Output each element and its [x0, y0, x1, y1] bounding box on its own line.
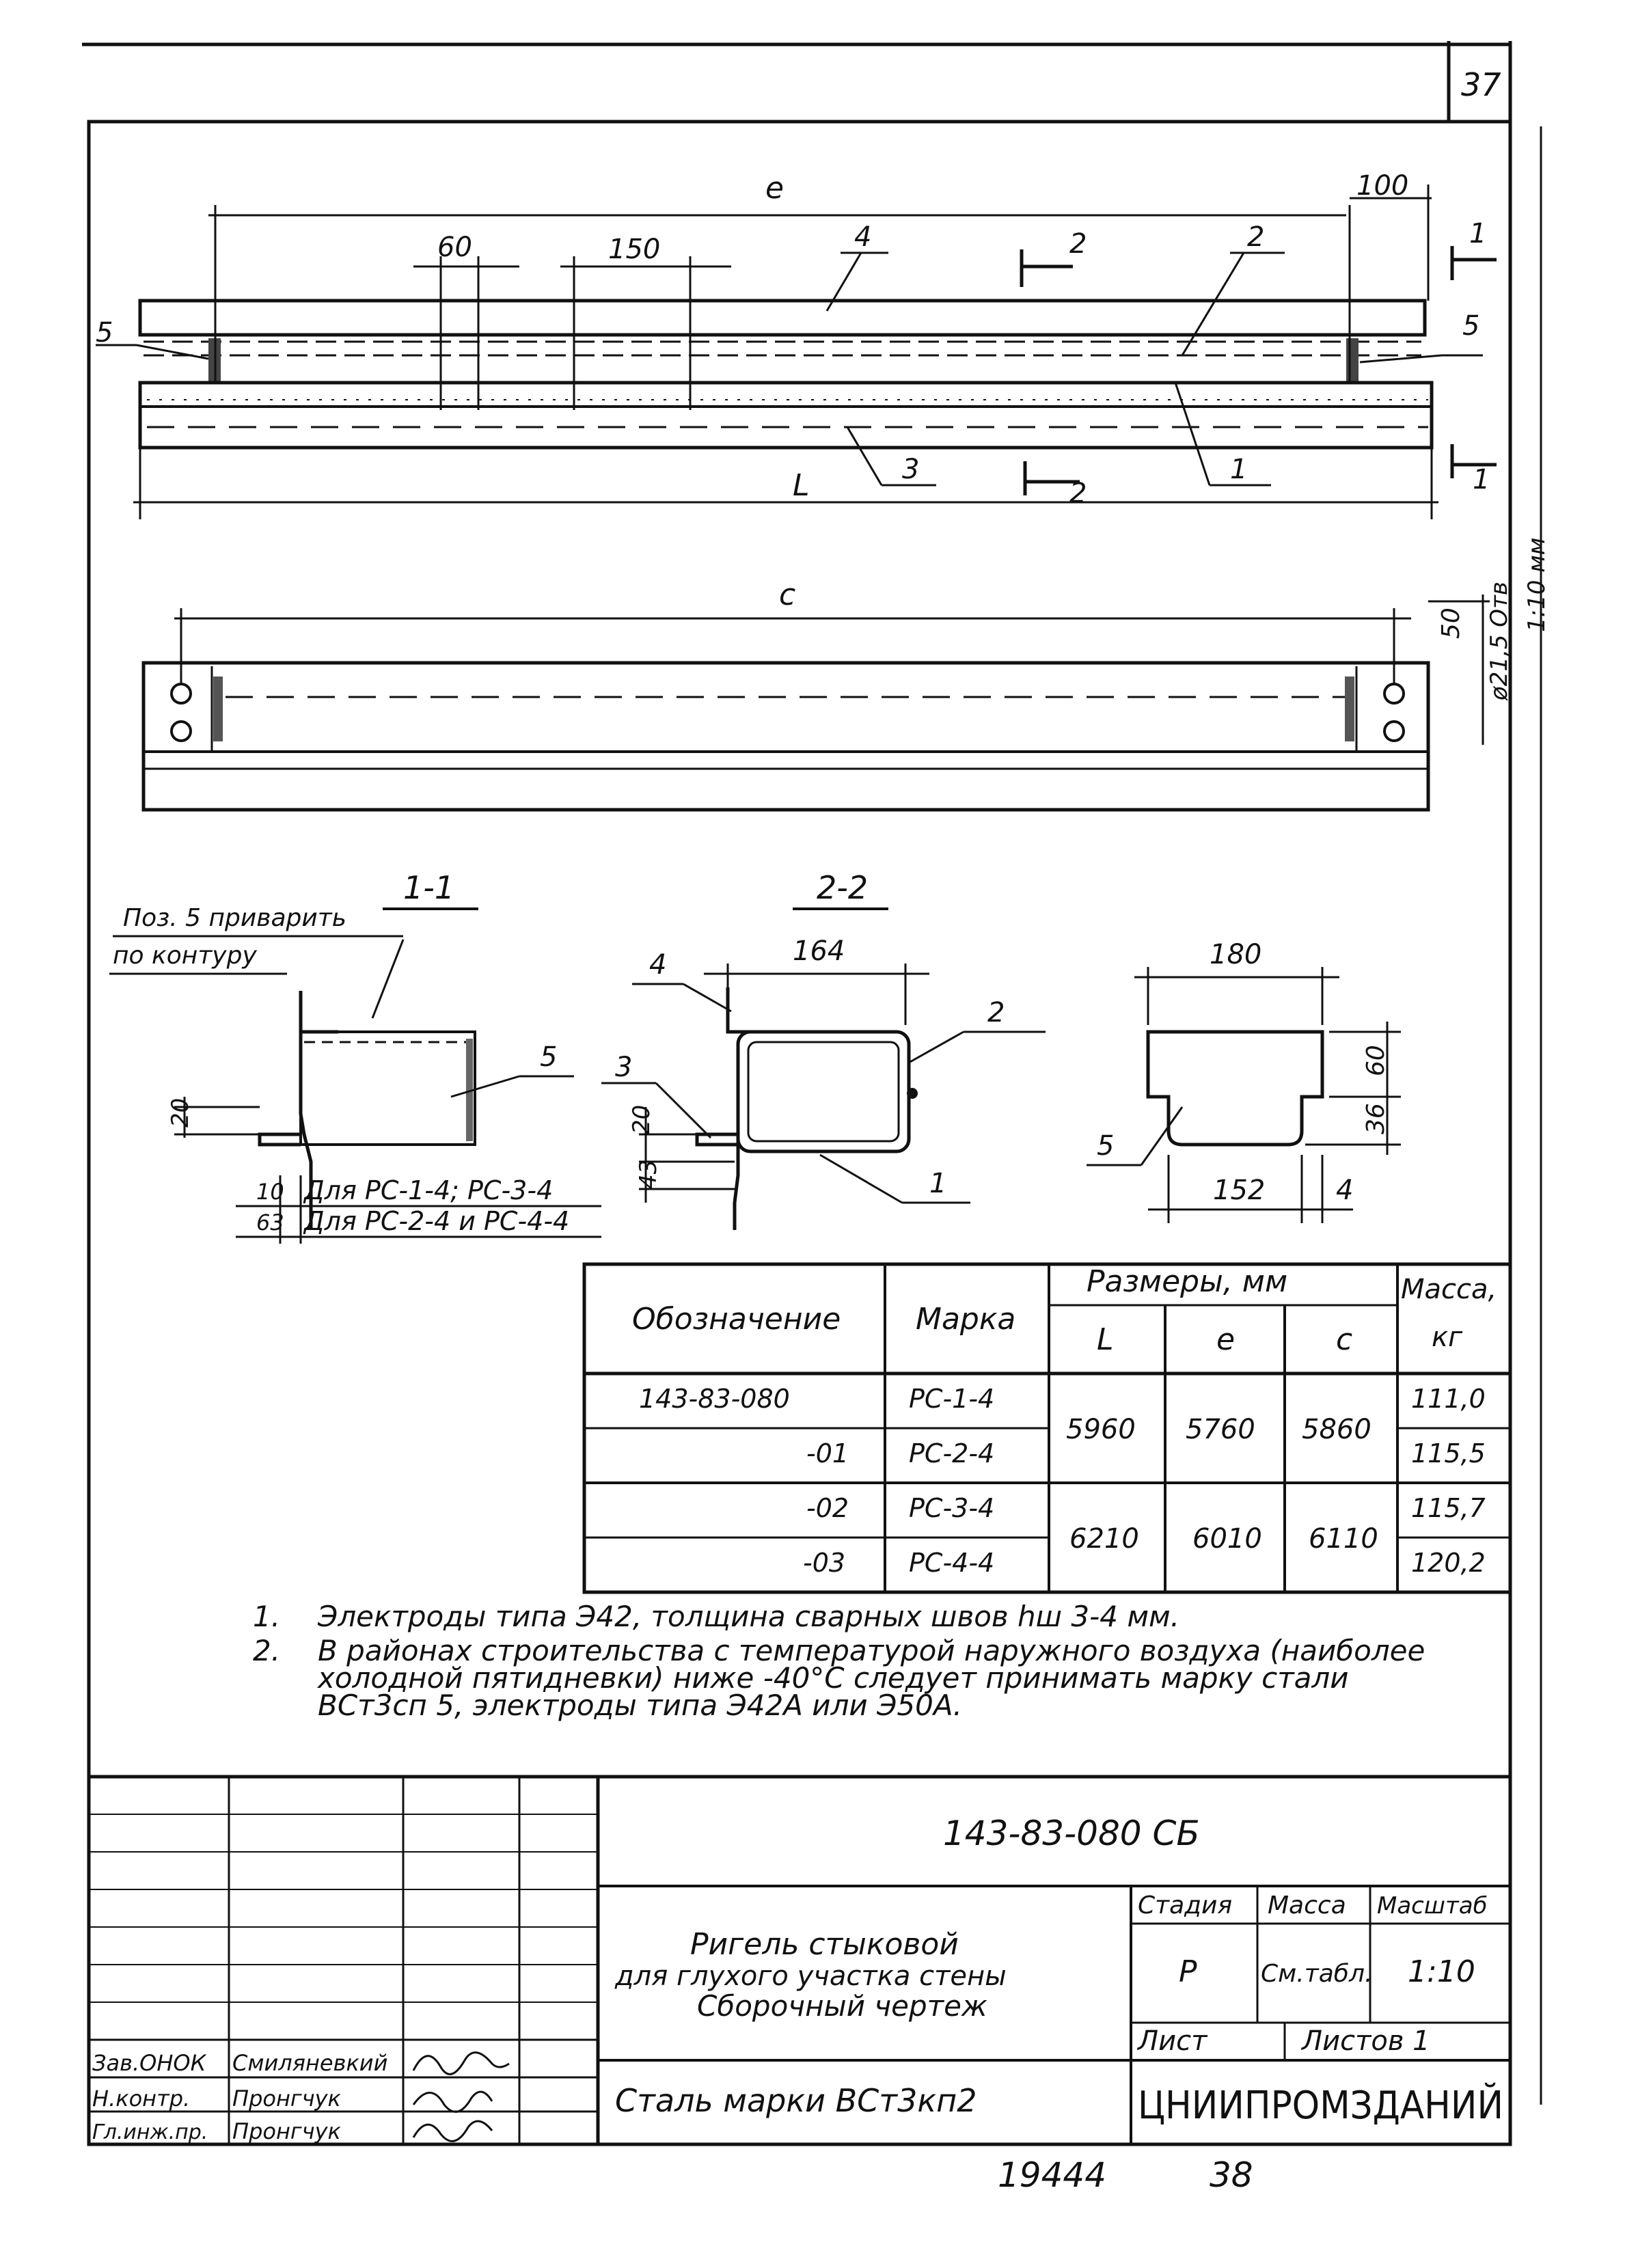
dim-c-label: c	[779, 577, 796, 612]
dim-4-label: 4	[1336, 1175, 1354, 1206]
signatures	[413, 2053, 509, 2142]
organization-name: ЦНИИПРОМЗДАНИЙ	[1138, 2083, 1535, 2128]
row-2-mass: 115,5	[1411, 1438, 1486, 1468]
group-2-L: 6210	[1069, 1523, 1139, 1555]
mass-value: См.табл.	[1261, 1960, 1373, 1988]
header-L: L	[1097, 1322, 1114, 1357]
group-1-e: 5760	[1186, 1414, 1255, 1445]
scale-value: 1:10	[1408, 1954, 1475, 1989]
cut-1-bottom-label: 1	[1473, 464, 1490, 495]
dim-50-label: 50	[1437, 607, 1465, 639]
stage-label: Стадия	[1138, 1891, 1233, 1919]
title-line-1: Ригель стыковой	[690, 1927, 959, 1962]
header-c: c	[1336, 1322, 1353, 1357]
name-2: Пронгчук	[232, 2086, 341, 2112]
dim-hole-label: ø21,5 Отв	[1486, 582, 1513, 700]
cut-2-top-label: 2	[1069, 228, 1087, 260]
sheet-label: Лист	[1138, 2025, 1207, 2057]
scale-label: Масштаб	[1377, 1892, 1488, 1919]
section-2-2-title: 2-2	[817, 869, 869, 906]
note-1-num: 1.	[253, 1600, 281, 1633]
row-2-designation: -01	[806, 1438, 849, 1468]
role-1: Зав.ОНОК	[92, 2050, 206, 2076]
dim-150-label: 150	[608, 234, 661, 265]
pos-3-section-label: 3	[615, 1052, 633, 1083]
group-1-L: 5960	[1066, 1414, 1136, 1445]
stage-value: Р	[1179, 1954, 1197, 1989]
row-2-mark: РС-2-4	[909, 1438, 995, 1468]
pos-3-label: 3	[902, 454, 920, 485]
section-1-1-note-2: по контуру	[113, 942, 257, 970]
note-2-line-3: ВСт3сп 5, электроды типа Э42А или Э50А.	[318, 1689, 962, 1722]
section-1-1	[109, 869, 601, 1244]
row-3-designation: -02	[806, 1493, 849, 1523]
row-1-mass: 111,0	[1411, 1384, 1486, 1414]
role-2: Н.контр.	[92, 2086, 191, 2112]
dim-180-label: 180	[1210, 939, 1262, 970]
notes	[253, 1600, 1425, 1722]
dim-scale-label: 1:10 мм	[1523, 537, 1551, 632]
dim-L-label: L	[793, 468, 810, 503]
note-1-text: Электроды типа Э42, толщина сварных швов hш 3-4 мм.	[318, 1600, 1180, 1633]
header-designation: Обозначение	[632, 1302, 841, 1337]
name-3: Пронгчук	[232, 2118, 341, 2144]
pos-4-label: 4	[854, 221, 872, 253]
header-sizes: Размеры, мм	[1087, 1264, 1288, 1299]
sheets-label: Листов 1	[1302, 2025, 1430, 2057]
note-2-line-2: холодной пятидневки) ниже -40°С следует принимать марку стали	[318, 1661, 1349, 1695]
pos-5-plate-label: 5	[1097, 1130, 1115, 1162]
role-3: Гл.инж.пр.	[92, 2120, 208, 2144]
section-1-1-title: 1-1	[403, 869, 455, 906]
material-label: Сталь марки ВСт3кп2	[615, 2082, 977, 2119]
note-2-line-1: В районах строительства с температурой наружного воздуха (наиболее	[318, 1634, 1425, 1667]
elevation-view	[96, 170, 1497, 519]
document-code: 143-83-080 СБ	[943, 1814, 1200, 1853]
dim-10-label: 10	[256, 1179, 284, 1205]
dim-100-label: 100	[1356, 170, 1409, 202]
row-1-designation: 143-83-080	[639, 1384, 790, 1414]
row-4-designation: -03	[803, 1548, 846, 1578]
note-2-num: 2.	[253, 1634, 281, 1667]
section-1-1-row-2: Для РС-2-4 и РС-4-4	[304, 1206, 570, 1236]
dim-e-label: e	[765, 171, 784, 206]
dim-20-2-2: 20	[628, 1104, 655, 1134]
dim-43-label: 43	[635, 1159, 662, 1189]
plan-view	[144, 538, 1551, 810]
group-2-c: 6110	[1309, 1523, 1378, 1555]
row-4-mass: 120,2	[1411, 1548, 1486, 1578]
pos-2-label: 2	[1247, 221, 1265, 253]
header-mass-unit: кг	[1432, 1322, 1463, 1353]
section-2-2	[601, 869, 1046, 1230]
dim-60-plate-label: 60	[1362, 1045, 1390, 1076]
row-3-mass: 115,7	[1411, 1493, 1486, 1523]
pos-5-section-label: 5	[540, 1041, 558, 1073]
footer-page-number: 38	[1210, 2155, 1253, 2195]
header-mark: Марка	[916, 1302, 1016, 1337]
row-3-mark: РС-3-4	[909, 1493, 995, 1523]
pos-5-right-label: 5	[1462, 310, 1480, 342]
dim-60-label: 60	[437, 232, 472, 263]
dim-152-label: 152	[1213, 1175, 1266, 1206]
group-1-c: 5860	[1302, 1414, 1371, 1445]
header-mass: Масса,	[1401, 1274, 1497, 1305]
cut-2-bottom-label: 2	[1069, 478, 1087, 509]
dim-63-label: 63	[256, 1210, 284, 1235]
mass-label: Масса	[1268, 1891, 1346, 1919]
footer-archive-number: 19444	[998, 2155, 1107, 2195]
pos-1-label: 1	[1230, 454, 1248, 485]
dim-164-label: 164	[793, 935, 845, 967]
pos-1-section-label: 1	[929, 1168, 947, 1199]
title-line-2: для глухого участка стены	[615, 1960, 1007, 1992]
plate-5-detail	[1087, 939, 1401, 1223]
name-1: Смиляневкий	[232, 2050, 388, 2076]
pos-5-left-label: 5	[96, 317, 113, 349]
dim-20-1-1: 20	[167, 1097, 194, 1128]
row-4-mark: РС-4-4	[909, 1548, 995, 1578]
title-line-3: Сборочный чертеж	[697, 1989, 987, 2023]
section-1-1-note-1: Поз. 5 приварить	[123, 904, 346, 932]
row-1-mark: РС-1-4	[909, 1384, 995, 1414]
group-2-e: 6010	[1192, 1523, 1262, 1555]
pos-2-section-label: 2	[987, 997, 1005, 1028]
cut-1-top-label: 1	[1469, 218, 1487, 249]
dim-36-label: 36	[1362, 1103, 1390, 1134]
page-number: 37	[1461, 66, 1501, 103]
header-e: e	[1216, 1322, 1236, 1357]
section-1-1-row-1: Для РС-1-4; РС-3-4	[304, 1175, 554, 1205]
pos-4-section-label: 4	[649, 949, 667, 981]
